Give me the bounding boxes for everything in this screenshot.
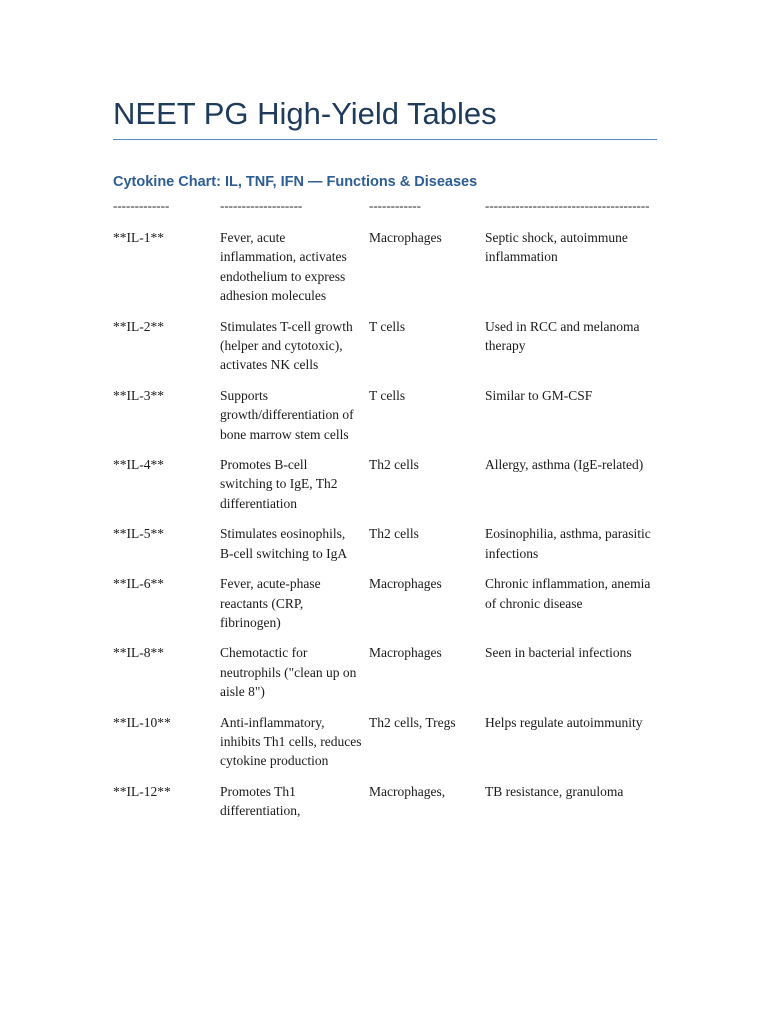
table-row: [113, 574, 657, 632]
table-row: [113, 643, 657, 701]
function-cell: Stimulates T-cell growth (helper and cytotoxic), activates NK cells: [220, 318, 353, 373]
function-cell: Anti-inflammatory, inhibits Th1 cells, reduces cytokine production: [220, 714, 362, 769]
function-cell: Promotes B-cell switching to IgE, Th2 differentiation: [220, 457, 338, 511]
table-row: [113, 713, 657, 771]
cytokine-table: [113, 228, 657, 832]
separator-col-2: -------------------: [220, 198, 303, 213]
cytokine-cell: **IL-3**: [113, 387, 164, 403]
table-row: [113, 524, 657, 563]
disease-cell: Eosinophilia, asthma, parasitic infections: [485, 526, 651, 561]
disease-cell: Chronic inflammation, anemia of chronic disease: [485, 576, 651, 611]
source-cell: Macrophages: [369, 230, 442, 245]
source-cell: Macrophages: [369, 645, 442, 661]
source-cell: Macrophages,: [369, 783, 446, 799]
function-cell: Chemotactic for neutrophils ("clean up on aisle 8"): [220, 645, 357, 700]
disease-cell: Used in RCC and melanoma therapy: [485, 318, 640, 354]
table-row: [113, 782, 657, 821]
source-cell: Macrophages: [369, 576, 442, 592]
disease-cell: TB resistance, granuloma: [485, 783, 624, 799]
separator-col-4: --------------------------------------: [485, 198, 650, 213]
table-row: [113, 317, 657, 375]
function-cell: Promotes Th1 differentiation,: [220, 783, 301, 819]
disease-cell: Similar to GM-CSF: [485, 387, 593, 403]
table-row: [113, 228, 657, 306]
source-cell: T cells: [369, 318, 406, 334]
cytokine-cell: **IL-2**: [113, 318, 164, 334]
section-heading: Cytokine Chart: IL, TNF, IFN — Functions & Diseases: [113, 174, 478, 190]
function-cell: Supports growth/differentiation of bone marrow stem cells: [220, 387, 354, 442]
source-cell: Th2 cells: [369, 457, 419, 473]
cytokine-cell: **IL-5**: [113, 526, 164, 542]
table-separator-row: [113, 196, 657, 216]
disease-cell: Seen in bacterial infections: [485, 645, 632, 661]
separator-col-1: -------------: [113, 198, 170, 213]
table-row: [113, 455, 657, 513]
cytokine-cell: **IL-6**: [113, 576, 164, 592]
cytokine-cell: **IL-10**: [113, 714, 171, 730]
function-cell: Stimulates eosinophils, B-cell switching to IgA: [220, 526, 348, 561]
source-cell: T cells: [369, 387, 406, 403]
title-underline: [113, 139, 657, 140]
table-row: [113, 386, 657, 444]
source-cell: Th2 cells: [369, 526, 419, 542]
cytokine-cell: **IL-8**: [113, 645, 164, 661]
document-title: NEET PG High-Yield Tables: [113, 96, 497, 131]
disease-cell: Septic shock, autoimmune inflammation: [485, 230, 628, 265]
function-cell: Fever, acute inflammation, activates endothelium to express adhesion molecules: [220, 230, 347, 304]
separator-col-3: ------------: [369, 198, 421, 213]
disease-cell: Allergy, asthma (IgE-related): [485, 457, 644, 473]
cytokine-cell: **IL-4**: [113, 457, 164, 473]
function-cell: Fever, acute-phase reactants (CRP, fibrinogen): [220, 576, 321, 630]
cytokine-cell: **IL-12**: [113, 783, 171, 799]
disease-cell: Helps regulate autoimmunity: [485, 714, 643, 730]
source-cell: Th2 cells, Tregs: [369, 714, 456, 730]
cytokine-cell: **IL-1**: [113, 230, 164, 245]
